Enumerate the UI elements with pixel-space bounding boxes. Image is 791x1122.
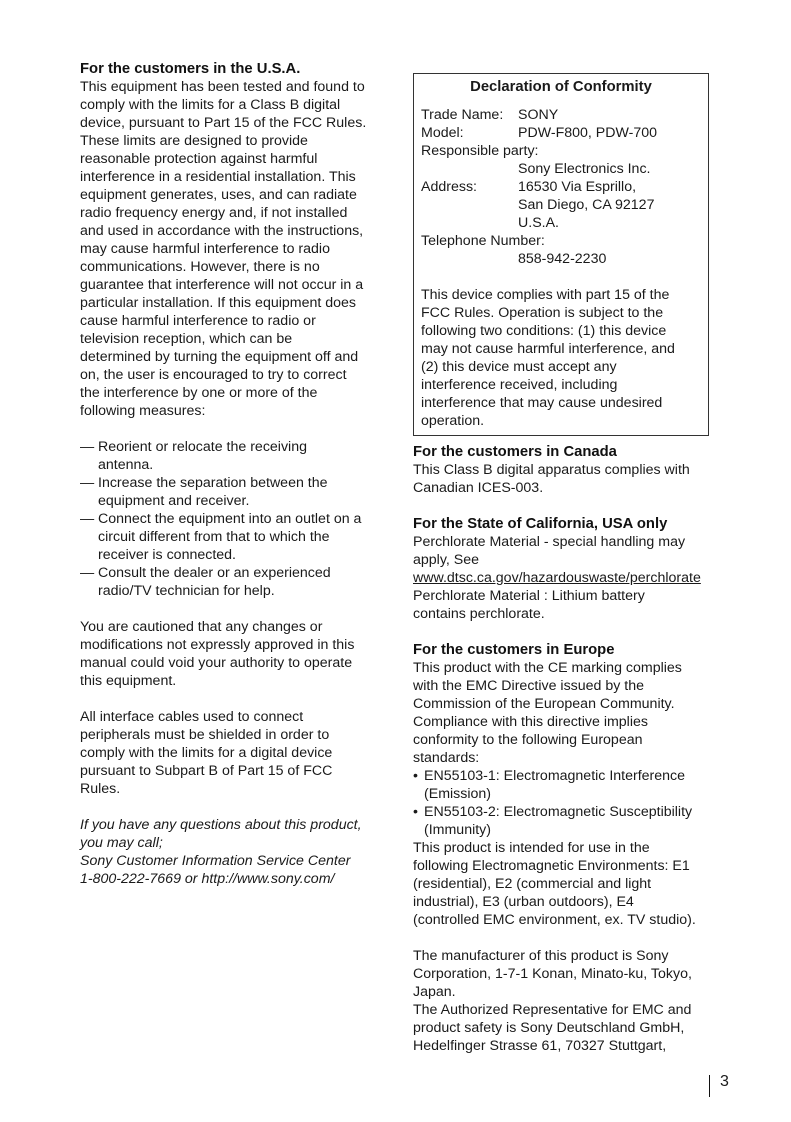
text-line: apply, See: [413, 552, 479, 568]
text-line: communications. However, there is no: [80, 259, 320, 275]
text-line: and used in accordance with the instructions,: [80, 223, 364, 239]
text-line: This equipment has been tested and found to: [80, 79, 365, 95]
model-value: PDW-F800, PDW-700: [518, 125, 658, 141]
text-line: These limits are designed to provide: [80, 133, 308, 149]
text-line: Perchlorate Material - special handling may: [413, 534, 686, 550]
text-line: (Immunity): [424, 822, 491, 838]
text-line: industrial), E3 (urban outdoors), E4: [413, 894, 634, 910]
address-value: [518, 178, 654, 232]
dash-marker: —: [80, 511, 95, 527]
trade-name-row: [421, 106, 708, 124]
text-line: determined by turning the equipment off and: [80, 349, 359, 365]
caution-paragraph: [80, 618, 380, 690]
usa-section: [80, 60, 380, 888]
text-line: following Electromagnetic Environments: E1: [413, 858, 690, 874]
text-line: If you have any questions about this product,: [80, 817, 362, 833]
model-label: Model:: [421, 125, 464, 141]
text-line: on, the user is encouraged to try to correct: [80, 367, 347, 383]
text-line: Corporation, 1-7-1 Konan, Minato-ku, Tokyo,: [413, 966, 692, 982]
text-line: guarantee that interference will not occur in a: [80, 277, 364, 293]
canada-section: [413, 443, 713, 497]
page-number: 3: [720, 1073, 729, 1090]
text-line: Commission of the European Community.: [413, 696, 675, 712]
list-item: [413, 803, 713, 839]
telephone-label: Telephone Number:: [421, 233, 545, 249]
declaration-of-conformity-box: [413, 73, 709, 436]
text-line: interference that may cause undesired: [421, 395, 663, 411]
text-line: radio frequency energy and, if not installed: [80, 205, 348, 221]
text-line: Increase the separation between the: [98, 475, 328, 491]
list-item: [413, 767, 713, 803]
address-line: 16530 Via Esprillo,: [518, 179, 637, 195]
text-line: The Authorized Representative for EMC and: [413, 1002, 692, 1018]
responsible-party-value: Sony Electronics Inc.: [518, 161, 651, 177]
text-line: This product is intended for use in the: [413, 840, 650, 856]
fcc-compliance-paragraph: [421, 286, 708, 430]
text-line: equipment and receiver.: [98, 493, 250, 509]
responsible-party-label: Responsible party:: [421, 143, 539, 159]
text-line: Compliance with this directive implies: [413, 714, 648, 730]
text-line: (controlled EMC environment, ex. TV studio).: [413, 912, 696, 928]
list-item: [80, 564, 380, 600]
dash-marker: —: [80, 439, 95, 455]
canada-heading: For the customers in Canada: [413, 444, 617, 460]
text-line: Reorient or relocate the receiving: [98, 439, 307, 455]
trade-name-label: Trade Name:: [421, 107, 504, 123]
text-line: Japan.: [413, 984, 456, 1000]
text-line: Canadian ICES-003.: [413, 480, 544, 496]
text-line: (Emission): [424, 786, 492, 802]
text-line: comply with the limits for a Class B digital: [80, 97, 341, 113]
text-line: pursuant to Subpart B of Part 15 of FCC: [80, 763, 333, 779]
bullet-marker: •: [413, 804, 418, 820]
bullet-marker: •: [413, 768, 418, 784]
text-line: Perchlorate Material : Lithium battery: [413, 588, 645, 604]
text-line: This Class B digital apparatus complies with: [413, 462, 690, 478]
text-line: This device complies with part 15 of the: [421, 287, 670, 303]
text-line: reasonable protection against harmful: [80, 151, 318, 167]
text-line: may not cause harmful interference, and: [421, 341, 675, 357]
text-line: operation.: [421, 413, 485, 429]
telephone-value: 858-942-2230: [518, 251, 607, 267]
text-line: following measures:: [80, 403, 206, 419]
text-line: peripherals must be shielded in order to: [80, 727, 330, 743]
list-item: [80, 438, 380, 474]
europe-heading: For the customers in Europe: [413, 642, 615, 658]
trade-name-value: SONY: [518, 107, 559, 123]
text-line: This product with the CE marking complies: [413, 660, 682, 676]
text-line: interference received, including: [421, 377, 618, 393]
california-section: [413, 515, 713, 623]
text-line: interference in a residential installation. This: [80, 169, 356, 185]
text-line: equipment generates, uses, and can radiate: [80, 187, 357, 203]
declaration-title: Declaration of Conformity: [470, 79, 652, 95]
text-line: this equipment.: [80, 673, 177, 689]
dash-marker: —: [80, 565, 95, 581]
text-line: Rules.: [80, 781, 121, 797]
text-line: contains perchlorate.: [413, 606, 545, 622]
text-line: FCC Rules. Operation is subject to the: [421, 305, 664, 321]
text-line: device, pursuant to Part 15 of the FCC Rules.: [80, 115, 367, 131]
address-label: Address:: [421, 179, 477, 195]
measures-list: [80, 438, 380, 600]
text-line: following two conditions: (1) this device: [421, 323, 667, 339]
dash-marker: —: [80, 475, 95, 491]
text-line: All interface cables used to connect: [80, 709, 304, 725]
model-row: [421, 124, 708, 142]
text-line: EN55103-1: Electromagnetic Interference: [424, 768, 686, 784]
text-line: antenna.: [98, 457, 154, 473]
text-line: EN55103-2: Electromagnetic Susceptibility: [424, 804, 693, 820]
text-line: product safety is Sony Deutschland GmbH,: [413, 1020, 685, 1036]
left-column: [80, 60, 380, 888]
text-line: Consult the dealer or an experienced: [98, 565, 331, 581]
text-line: Sony Customer Information Service Center: [80, 853, 351, 869]
perchlorate-link[interactable]: www.dtsc.ca.gov/hazardouswaste/perchlorate: [413, 570, 701, 586]
text-line: (residential), E2 (commercial and light: [413, 876, 652, 892]
contact-phone-url: 1-800-222-7669 or http://www.sony.com/: [80, 871, 335, 887]
text-line: The manufacturer of this product is Sony: [413, 948, 669, 964]
address-row: [421, 178, 708, 232]
text-line: manual could void your authority to operate: [80, 655, 353, 671]
text-line: circuit different from that to which the: [98, 529, 330, 545]
list-item: [80, 510, 380, 564]
text-line: Connect the equipment into an outlet on a: [98, 511, 362, 527]
text-line: particular installation. If this equipment does: [80, 295, 357, 311]
cables-paragraph: [80, 708, 380, 798]
text-line: conformity to the following European: [413, 732, 643, 748]
text-line: radio/TV technician for help.: [98, 583, 275, 599]
contact-paragraph: [80, 816, 380, 888]
text-line: may cause harmful interference to radio: [80, 241, 330, 257]
page-number-rule: [709, 1075, 710, 1097]
text-line: comply with the limits for a digital device: [80, 745, 333, 761]
europe-section: [413, 641, 713, 1055]
address-line: U.S.A.: [518, 215, 559, 231]
text-line: standards:: [413, 750, 480, 766]
fcc-statement: [80, 78, 380, 420]
usa-heading: For the customers in the U.S.A.: [80, 61, 301, 77]
california-heading: For the State of California, USA only: [413, 516, 668, 532]
list-item: [80, 474, 380, 510]
text-line: television reception, which can be: [80, 331, 293, 347]
right-column: [413, 73, 713, 1055]
text-line: Hedelfinger Strasse 61, 70327 Stuttgart,: [413, 1038, 667, 1054]
text-line: you may call;: [80, 835, 163, 851]
text-line: the interference by one or more of the: [80, 385, 318, 401]
text-line: modifications not expressly approved in this: [80, 637, 355, 653]
text-line: cause harmful interference to radio or: [80, 313, 316, 329]
text-line: with the EMC Directive issued by the: [413, 678, 645, 694]
address-line: San Diego, CA 92127: [518, 197, 655, 213]
text-line: receiver is connected.: [98, 547, 237, 563]
text-line: (2) this device must accept any: [421, 359, 617, 375]
standards-list: [413, 767, 713, 839]
text-line: You are cautioned that any changes or: [80, 619, 323, 635]
